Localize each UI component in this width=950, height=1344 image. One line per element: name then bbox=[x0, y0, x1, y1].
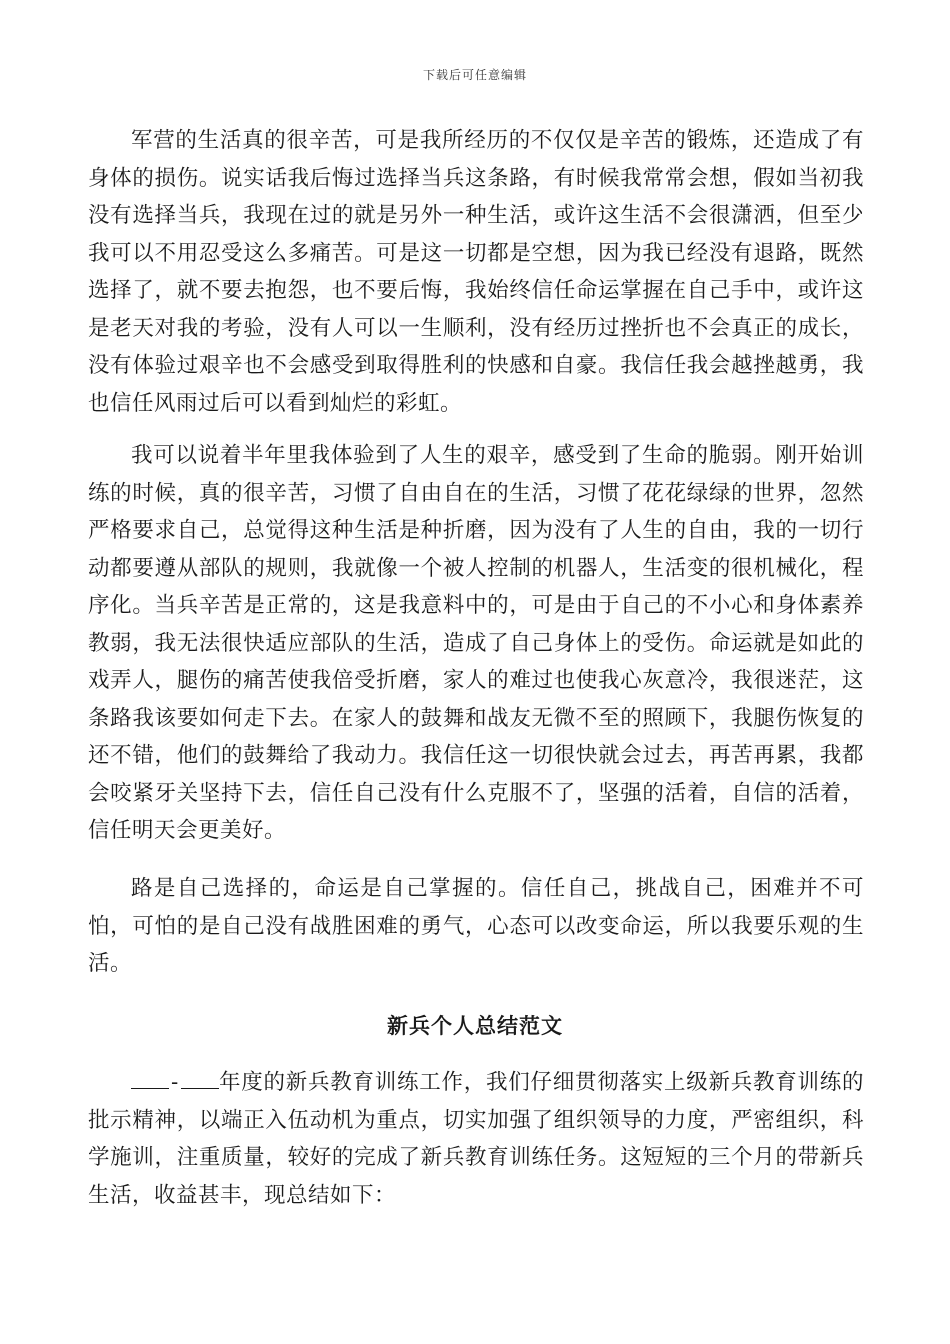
paragraph-4 bbox=[88, 1064, 864, 1214]
paragraph-2: 我可以说着半年里我体验到了人生的艰辛，感受到了生命的脆弱。刚开始训练的时候，真的很辛苦，习惯了自由自在的生活，习惯了花花绿绿的世界，忽然严格要求自己，总觉得这种生活是种折磨，因为没有了人生的自由，我的一切行动都要遵从部队的规则，我就像一个被人控制的机器人，生活变的很机械化，程序化。当兵辛苦是正常的，这是我意料中的，可是由于自己的不小心和身体素养教弱，我无法很快适应部队的生活，造成了自己身体上的受伤。命运就是如此的戏弄人，腿伤的痛苦使我倍受折磨，家人的难过也使我心灰意冷，我很迷茫，这条路我该要如何走下去。在家人的鼓舞和战友无微不至的照顾下，我腿伤恢复的还不错，他们的鼓舞给了我动力。我信任这一切很快就会过去，再苦再累，我都会咬紧牙关坚持下去，信任自己没有什么克服不了，坚强的活着，自信的活着，信任明天会更美好。 bbox=[88, 443, 864, 843]
section-title: 新兵个人总结范文 bbox=[387, 1013, 563, 1038]
blank-underline bbox=[181, 1068, 219, 1089]
paragraph-1: 军营的生活真的很辛苦，可是我所经历的不仅仅是辛苦的锻炼，还造成了有身体的损伤。说实话我后悔过选择当兵这条路，有时候我常常会想，假如当初我没有选择当兵，我现在过的就是另外一种生活，或许这生活不会很潇洒，但至少我可以不用忍受这么多痛苦。可是这一切都是空想，因为我已经没有退路，既然选择了，就不要去抱怨，也不要后悔，我始终信任命运掌握在自己手中，或许这是老天对我的考验，没有人可以一生顺利，没有经历过挫折也不会真正的成长，没有体验过艰辛也不会感受到取得胜利的快感和自豪。我信任我会越挫越勇，我也信任风雨过后可以看到灿烂的彩虹。 bbox=[88, 128, 864, 416]
page-header: 下载后可任意编辑 bbox=[422, 68, 527, 82]
paragraph-4-text: 年度的新兵教育训练工作，我们仔细贯彻落实上级新兵教育训练的批示精神，以端正入伍动机为重点，切实加强了组织领导的力度，严密组织，科学施训，注重质量，较好的完成了新兵教育训练任务。这短短的三个月的带新兵生活，收益甚丰，现总结如下： bbox=[88, 1070, 864, 1208]
blank-underline bbox=[131, 1068, 169, 1089]
year-dash: - bbox=[171, 1070, 179, 1095]
paragraph-3: 路是自己选择的，命运是自己掌握的。信任自己，挑战自己，困难并不可怕，可怕的是自己没有战胜困难的勇气，心态可以改变命运，所以我要乐观的生活。 bbox=[88, 876, 864, 976]
